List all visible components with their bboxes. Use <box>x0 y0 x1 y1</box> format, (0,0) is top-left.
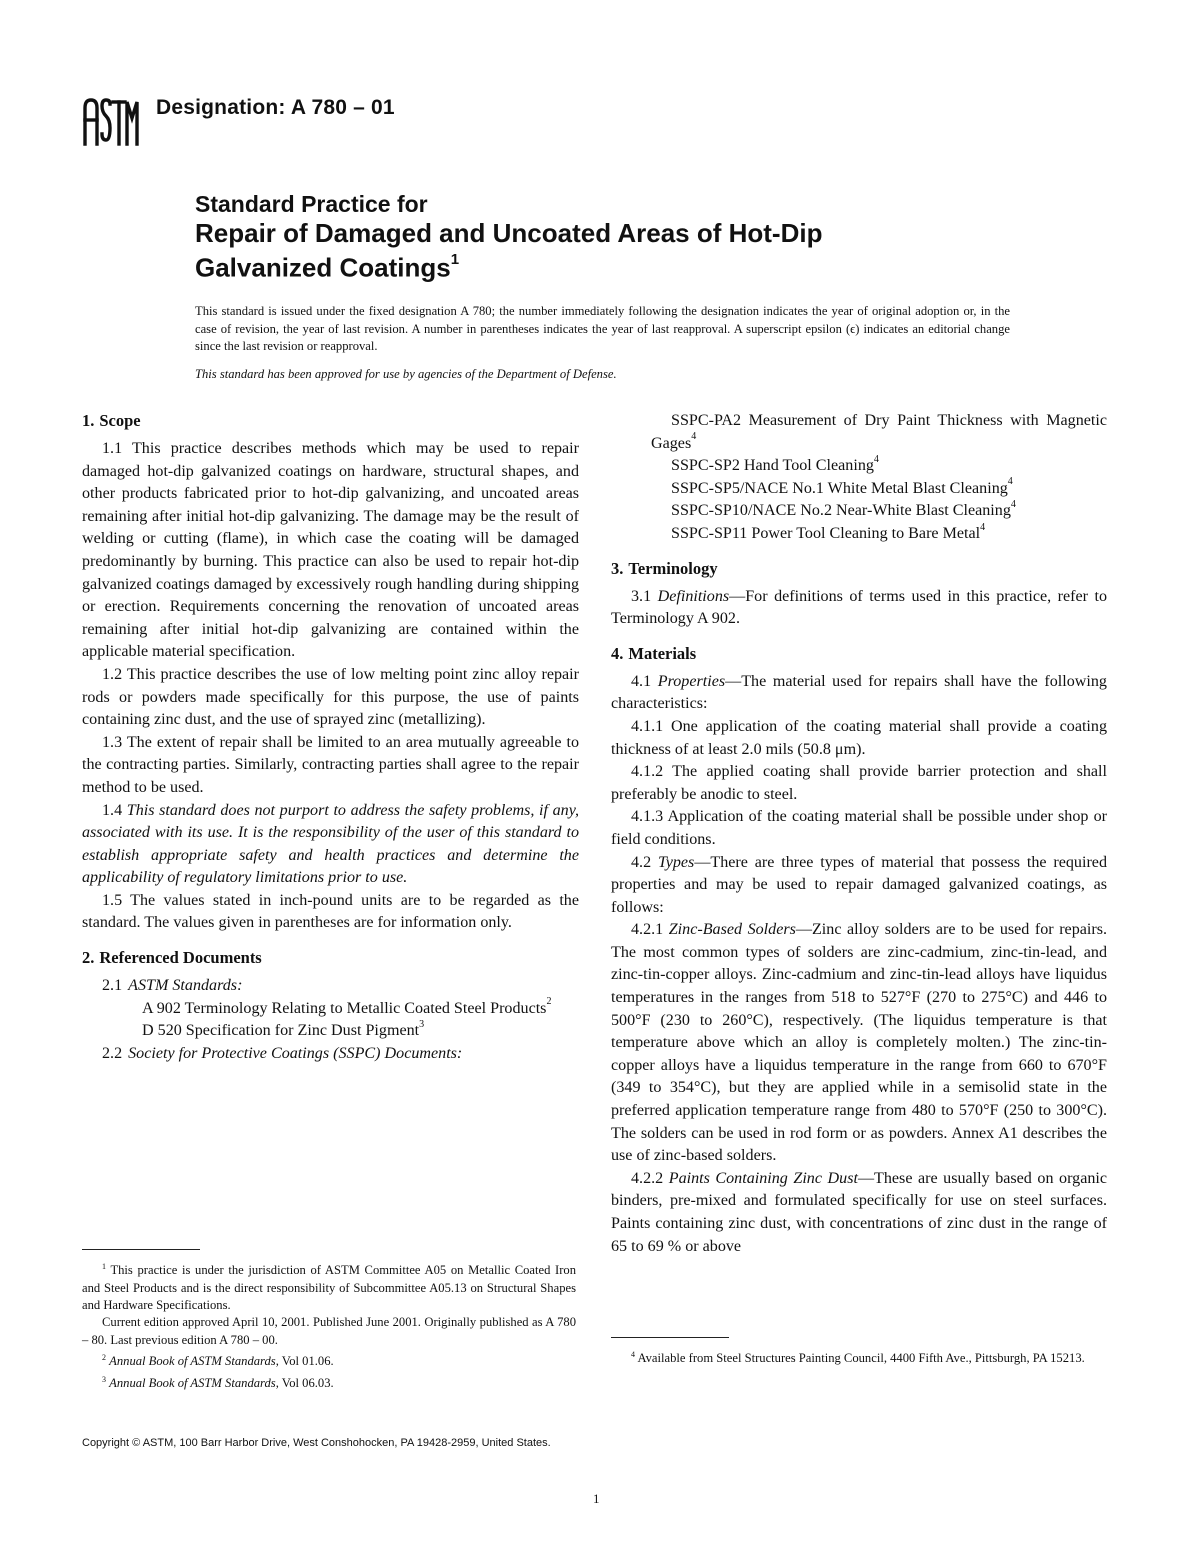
paragraph-1-2: 1.2 This practice describes the use of low melting point zinc alloy repair rods or powders made specifically for this purpose, the use of paints containing zinc dust, and the use of sprayed zinc (metallizing). <box>82 665 579 729</box>
safety-caveat-text: This standard does not purport to address the safety problems, if any, associated with its use. It is the responsibility of the user of this standard to establish appropriate safety and health practices and determine the applicability of regulatory limitations prior to use. <box>82 801 579 887</box>
footnote-book-title: Annual Book of ASTM Standards <box>109 1376 276 1390</box>
footnote-volume: , Vol 06.03. <box>275 1376 334 1390</box>
paragraph-number: 4.2 <box>631 853 652 871</box>
reference-text: A 902 Terminology Relating to Metallic Coated Steel Products <box>142 999 547 1017</box>
term: Zinc-Based Solders <box>668 921 796 939</box>
footnote-text: Available from Steel Structures Painting Council, 4400 Fifth Ave., Pittsburgh, PA 15213. <box>637 1351 1085 1366</box>
paragraph-number: 2.1 <box>102 977 123 995</box>
footnote-ref[interactable]: 4 <box>1010 499 1016 511</box>
paragraph-4-1-2: 4.1.2 The applied coating shall provide barrier protection and shall preferably be anodic to steel. <box>611 763 1107 803</box>
subheading-astm-standards: ASTM Standards: <box>128 977 243 995</box>
dod-approval-note: This standard has been approved for use by agencies of the Department of Defense. <box>195 367 617 381</box>
reference-sspc-pa2 <box>611 410 1107 455</box>
footnote-book-title: Annual Book of ASTM Standards <box>109 1354 276 1369</box>
title-block <box>195 190 1095 283</box>
term: Paints Containing Zinc Dust <box>668 1169 858 1187</box>
right-column <box>611 410 1107 1258</box>
footnotes-left <box>82 1258 576 1392</box>
footnote-divider <box>611 1337 729 1338</box>
reference-sspc-sp10 <box>611 500 1107 523</box>
footnote-ref[interactable]: 2 <box>546 996 552 1008</box>
reference-d520 <box>82 1020 579 1043</box>
designation: Designation: A 780 – 01 <box>156 96 395 119</box>
section-title: Referenced Documents <box>99 948 262 968</box>
section-heading-scope <box>82 410 579 432</box>
footnote-marker: 4 <box>631 1350 635 1359</box>
reference-a902 <box>82 998 579 1021</box>
reference-sspc-sp2 <box>611 455 1107 478</box>
section-number: 2. <box>82 948 95 968</box>
paragraph-number: 1.4 <box>102 801 123 819</box>
title-footnote-ref[interactable]: 1 <box>450 251 460 268</box>
footnote-1-edition: Current edition approved April 10, 2001. Published June 2001. Originally published as A 780 – 80. Last previous edition A 780 – 00. <box>82 1315 576 1347</box>
paragraph-1-3: 1.3 The extent of repair shall be limited to an area mutually agreeable to the contracting parties. Similarly, contracting parties shall agree to the repair method to be used. <box>82 733 579 796</box>
reference-text: D 520 Specification for Zinc Dust Pigment <box>142 1022 420 1040</box>
paragraph-2-1 <box>82 975 579 998</box>
footnote-marker: 2 <box>102 1353 106 1363</box>
section-number: 4. <box>611 643 624 663</box>
footnote-volume: , Vol 01.06. <box>275 1354 334 1369</box>
footnote-marker: 1 <box>102 1262 106 1271</box>
paragraph-4-1 <box>611 671 1107 716</box>
section-number: 1. <box>82 411 95 430</box>
footnote-ref[interactable]: 3 <box>419 1018 425 1030</box>
paragraph-4-1-3: 4.1.3 Application of the coating material shall be possible under shop or field conditions. <box>611 808 1107 848</box>
paragraph-4-2 <box>611 852 1107 920</box>
footnote-2 <box>82 1349 576 1371</box>
reference-sspc-sp11 <box>611 523 1107 546</box>
issued-note: This standard is issued under the fixed designation A 780; the number immediately following the designation indicates the year of original adoption or, in the case of revision, the year of last revision. A number in parentheses indicates the year of last reapproval. A superscript epsilon (ϵ) indicates an editorial change since the last revision or reapproval. <box>195 304 1010 353</box>
left-column <box>82 410 579 1065</box>
reference-text: SSPC-SP2 Hand Tool Cleaning <box>671 457 874 475</box>
astm-logo-icon <box>82 96 140 148</box>
section-title: Materials <box>628 643 697 663</box>
footnote-1 <box>82 1258 576 1314</box>
term: Types <box>657 853 695 871</box>
footnote-ref[interactable]: 4 <box>691 431 697 443</box>
paragraph-number: 2.2 <box>102 1044 123 1062</box>
section-heading-terminology <box>611 558 1107 580</box>
footnotes-right <box>611 1346 1107 1368</box>
term: Properties <box>657 672 726 690</box>
reference-text: SSPC-PA2 Measurement of Dry Paint Thickness with Magnetic Gages <box>651 412 1107 452</box>
definition-text: —There are three types of material that possess the required properties and may be used to repair damaged galvanized coatings, as follows: <box>611 853 1107 916</box>
paragraph-1-5: 1.5 The values stated in inch-pound units are to be regarded as the standard. The values given in parentheses are for information only. <box>82 891 579 932</box>
paragraph-number: 3.1 <box>631 587 652 605</box>
paragraph-4-2-1 <box>611 919 1107 1168</box>
footnote-text: This practice is under the jurisdiction of ASTM Committee A05 on Metallic Coated Iron and Steel Products and is the direct responsibility of Subcommittee A05.13 on Structural Shapes and Hardware Specifications. <box>82 1263 576 1312</box>
paragraph-4-2-2 <box>611 1168 1107 1258</box>
paragraph-4-1-1: 4.1.1 One application of the coating material shall provide a coating thickness of at least 2.0 mils (50.8 μm). <box>611 717 1107 758</box>
footnote-marker: 3 <box>102 1374 106 1384</box>
term: Definitions <box>657 587 730 605</box>
section-title: Scope <box>99 411 141 430</box>
paragraph-2-2 <box>82 1043 579 1066</box>
page-number: 1 <box>593 1491 600 1506</box>
footnote-3 <box>82 1371 576 1393</box>
copyright-line: Copyright © ASTM, 100 Barr Harbor Drive, West Conshohocken, PA 19428-2959, United States. <box>82 1437 551 1449</box>
title-line-1: Standard Practice for <box>195 191 428 217</box>
footnote-ref[interactable]: 4 <box>980 521 986 533</box>
paragraph-number: 4.2.2 <box>631 1169 664 1187</box>
section-heading-materials <box>611 643 1107 665</box>
section-heading-referenced-documents <box>82 947 579 969</box>
section-number: 3. <box>611 558 624 578</box>
paragraph-1-1: 1.1 This practice describes methods which may be used to repair damaged hot-dip galvanized coatings on hardware, structural shapes, and other products fabricated prior to hot-dip galvanizing, and uncoated areas remaining after initial hot-dip galvanizing. The damage may be the result of welding or cutting (flame), in which case the coating will be damaged predominantly by burning. This practice can also be used to repair hot-dip galvanized coatings damaged by excessively rough handling during shipping or erection. Requirements concerning the renovation of uncoated areas remaining after initial hot-dip galvanizing are contained within the applicable material specification. <box>82 440 579 661</box>
section-title: Terminology <box>628 558 718 578</box>
footnote-ref[interactable]: 4 <box>873 453 879 465</box>
title-line-2: Repair of Damaged and Uncoated Areas of Hot-Dip <box>195 218 823 248</box>
subheading-sspc-documents: Society for Protective Coatings (SSPC) Documents: <box>128 1044 463 1062</box>
title-line-3-text: Galvanized Coatings <box>195 252 451 283</box>
definition-text: —Zinc alloy solders are to be used for repairs. The most common types of solders are zinc-cadmium, zinc-tin-lead, and zinc-tin-copper alloys. Zinc-cadmium and zinc-tin-lead alloys have liquidus temperatures in the ranges from 518 to 527°F (270 to 275°C) and 446 to 500°F (230 to 260°C), respectively. (The liquidus temperature is that temperature above which an alloy is completely molten.) The zinc-tin-copper alloys have a liquidus temperature in the range from 660 to 670°F (349 to 354°C), but they are applied while in a semisolid state in the preferred application temperature range from 480 to 570°F (250 to 300°C). The solders can be used in rod form or as powders. Annex A1 describes the use of zinc-based solders. <box>611 921 1108 1165</box>
paragraph-3-1 <box>611 586 1107 631</box>
paragraph-number: 4.2.1 <box>631 921 664 939</box>
footnote-ref[interactable]: 4 <box>1007 476 1013 488</box>
definition-text: —For definitions of terms used in this practice, refer to Terminology A 902. <box>611 587 1107 628</box>
reference-sspc-sp5 <box>611 478 1107 501</box>
footnote-4 <box>611 1346 1107 1368</box>
paragraph-1-4 <box>82 800 579 890</box>
reference-text: SSPC-SP11 Power Tool Cleaning to Bare Metal <box>671 524 981 542</box>
title-line-3 <box>195 248 1095 283</box>
definition-text: —The material used for repairs shall have the following characteristics: <box>611 672 1107 713</box>
definition-text: —These are usually based on organic binders, pre-mixed and formulated specifically for use on steel surfaces. Paints containing zinc dust, with concentrations of zinc dust in the range of 65 to 69 % or above <box>611 1169 1107 1255</box>
reference-text: SSPC-SP10/NACE No.2 Near-White Blast Cleaning <box>671 502 1011 520</box>
reference-text: SSPC-SP5/NACE No.1 White Metal Blast Cleaning <box>671 479 1008 497</box>
footnote-divider <box>82 1249 200 1250</box>
paragraph-number: 4.1 <box>631 672 652 690</box>
